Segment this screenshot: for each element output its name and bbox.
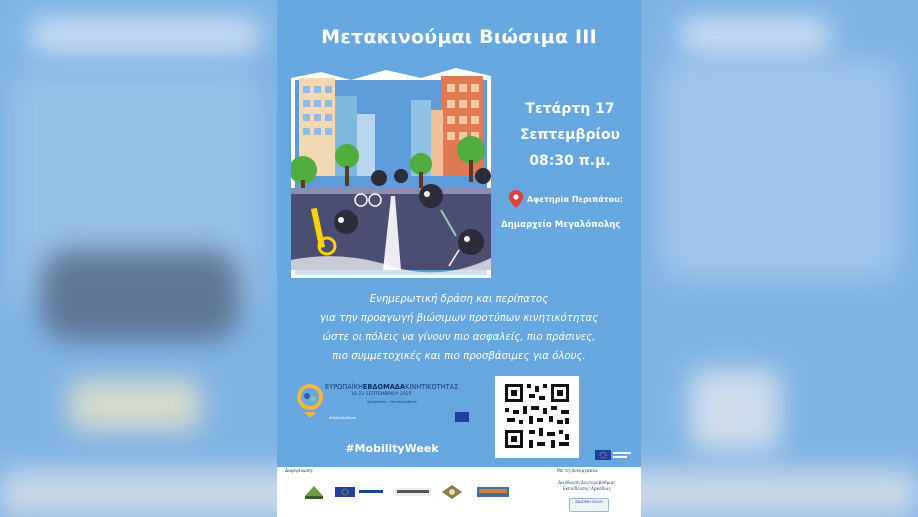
directorate-line: Διεύθυνση Δευτεροβάθμιας	[558, 480, 616, 485]
backdrop-blob	[690, 370, 780, 450]
location-pin-icon	[509, 190, 523, 208]
emw-hashtag-small: #MobilityWeek	[329, 416, 356, 420]
europe-direct-text-logo	[359, 484, 383, 500]
description-line: πιο συμμετοχικές και πιο προσβάσιμες για όλους.	[332, 351, 586, 362]
backdrop-blob	[70, 380, 200, 430]
emw-subtitle: Συνδεθείτε · Μετακινηθείτε	[367, 400, 418, 404]
event-date	[503, 96, 637, 174]
qr-code-icon[interactable]	[495, 376, 579, 458]
backdrop-blob	[30, 20, 260, 50]
eu-cofunded-flag-icon	[595, 450, 633, 460]
backdrop-blob	[680, 20, 830, 50]
poster-title: Μετακινούμαι Βιώσιμα ΙΙΙ	[321, 26, 597, 48]
city-street-illustration	[291, 60, 491, 278]
emw-title-c: ΚΙΝΗΤΙΚΟΤΗΤΑΣ	[405, 383, 459, 391]
organizers-label: Διοργάνωση:	[285, 469, 314, 474]
date-day: Τετάρτη 17	[525, 101, 615, 117]
partners-footer	[277, 467, 641, 517]
description-line: για την προαγωγή βιώσιμων προτύπων κινητικότητας	[319, 313, 599, 324]
start-place: Δημαρχείο Μεγαλόπολης	[501, 220, 621, 230]
emw-title	[325, 383, 458, 391]
megalopolis-logo	[395, 484, 431, 500]
collaboration-label: Με τη συνεργασία:	[557, 469, 599, 474]
eu-flag-icon	[455, 412, 469, 422]
date-time: 08:30 π.μ.	[529, 153, 611, 169]
backdrop-blob	[660, 60, 900, 280]
directorate-line: Εκπαίδευσης Αρκαδίας	[562, 485, 612, 491]
emw-dates: 16-22 ΣΕΠΤΕΜΒΡΙΟΥ 2025	[351, 392, 412, 397]
backdrop-blob	[40, 250, 240, 340]
poster	[277, 0, 641, 517]
date-month: Σεπτεμβρίου	[519, 127, 621, 143]
viosimi-poli-logo: ΒΙΩΣΙΜΗ ΠΟΛΗ	[569, 498, 609, 512]
partner-logo	[477, 484, 509, 500]
description-line: ώστε οι πόλεις να γίνουν πιο ασφαλείς, πιο πράσινες,	[322, 332, 596, 343]
description-line: Ενημερωτική δράση και περίπατος	[369, 294, 549, 305]
hashtag: #MobilityWeek	[345, 442, 439, 455]
start-label: Αφετηρία Περιπάτου:	[527, 195, 623, 204]
directorate-text	[539, 480, 635, 491]
school-logo	[441, 484, 463, 500]
emw-logo-icon	[295, 382, 325, 418]
emw-title-a: ΕΥΡΩΠΑΪΚΗ	[325, 383, 363, 391]
event-description	[285, 290, 633, 366]
europe-direct-logo	[335, 484, 355, 500]
municipality-logo	[303, 484, 325, 500]
emw-logo-block	[295, 380, 459, 426]
emw-title-b: ΕΒΔΟΜΑΔΑ	[362, 383, 406, 391]
